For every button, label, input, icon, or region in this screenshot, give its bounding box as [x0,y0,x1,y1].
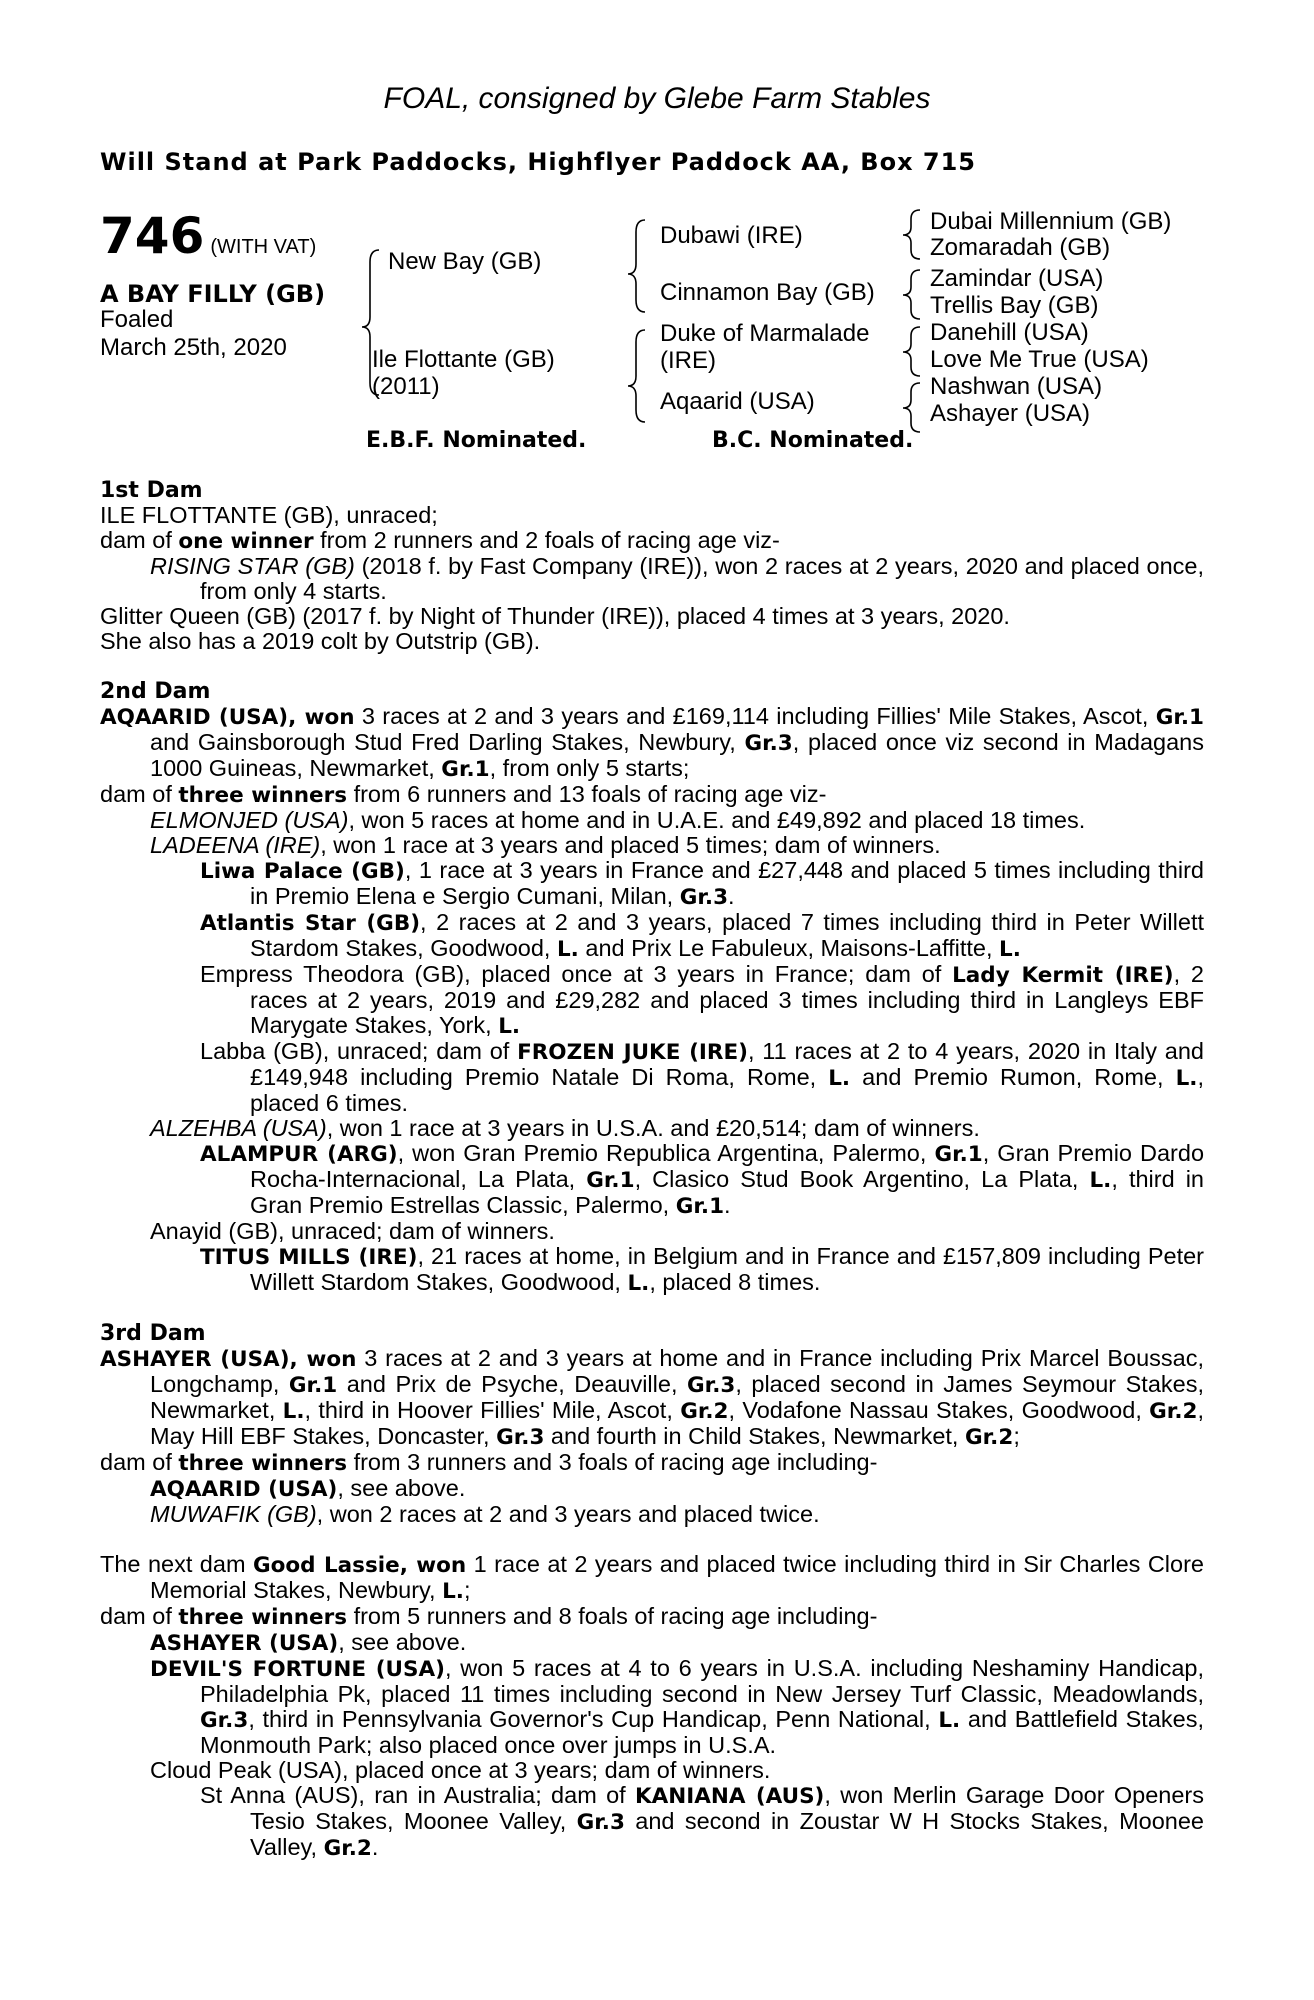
third-dam-heading: 3rd Dam [100,1321,206,1346]
second-dam-record: AQAARID (USA), won 3 races at 2 and 3 years and £169,114 including Fillies' Mile Stakes, Ascot, Gr.1 and Gainsborough Stud Fred Darling Stakes, Newbury, Gr.3, placed once viz second in Madagans 1000 Guineas, Newmarket, Gr.1, from only 5 starts; [100,703,1204,782]
ds-sire: Danehill (USA) [930,319,1089,346]
produce-titus-mills: TITUS MILLS (IRE), 21 races at home, in Belgium and in France and £157,809 including Peter Willett Stardom Stakes, Goodwood, L., placed 8 times. [200,1243,1205,1296]
dam-name: Ile Flottante (GB) [372,346,555,373]
dam-sire-name: Duke of Marmalade [660,320,870,347]
produce-record [100,478,1204,1861]
vat-note: (WITH VAT) [210,236,317,258]
first-dam-intro: ILE FLOTTANTE (GB), unraced; [100,502,438,528]
bc-nominated: B.C. Nominated. [712,428,914,453]
produce-glitter-queen: Glitter Queen (GB) (2017 f. by Night of Thunder (IRE)), placed 4 times at 3 years, 2020. [100,603,1010,629]
produce-st-anna: St Anna (AUS), ran in Australia; dam of KANIANA (AUS), won Merlin Garage Door Openers Tesio Stakes, Moonee Valley, Gr.3 and second in Zoustar W H Stocks Stakes, Moonee Valley, Gr.2. [200,1782,1204,1861]
lot-number-value: 746 [100,207,205,265]
dam-year: (2011) [372,373,440,400]
dam-dam: Aqaarid (USA) [660,388,815,415]
consignment-line: FOAL, consigned by Glebe Farm Stables [383,82,931,115]
produce-ladeena: LADEENA (IRE), won 1 race at 3 years and placed 5 times; dam of winners. [150,832,941,858]
produce-atlantis-star: Atlantis Star (GB), 2 races at 2 and 3 years, placed 7 times including third in Peter Willett Stardom Stakes, Goodwood, L. and Prix Le Fabuleux, Maisons-Laffitte, L. [200,909,1204,962]
produce-alzehba: ALZEHBA (USA), won 1 race at 3 years in U.S.A. and £20,514; dam of winners. [150,1115,980,1141]
next-dam-record: The next dam Good Lassie, won 1 race at 2 years and placed twice including third in Sir Charles Clore Memorial Stakes, Newbury, L.; [100,1551,1204,1604]
first-dam-dam-of: dam of one winner from 2 runners and 2 foals of racing age viz- [100,527,780,554]
second-dam-dam-of: dam of three winners from 6 runners and 13 foals of racing age viz- [100,781,827,808]
third-dam-dam-of: dam of three winners from 3 runners and 3 foals of racing age including- [100,1449,878,1476]
ebf-nominated: E.B.F. Nominated. [366,428,587,453]
dd-dam: Ashayer (USA) [930,400,1091,427]
produce-empress-theodora: Empress Theodora (GB), placed once at 3 years in France; dam of Lady Kermit (IRE), 2 races at 2 years, 2019 and £29,282 and placed 3 times including third in Langleys EBF Marygate Stakes, York, L. [200,961,1204,1039]
dd-sire: Nashwan (USA) [930,373,1103,400]
third-dam-record: ASHAYER (USA), won 3 races at 2 and 3 years at home and in France including Prix Marcel Boussac, Longchamp, Gr.1 and Prix de Psyche, Deauville, Gr.3, placed second in James Seymour Stakes, Newmarket, L., third in Hoover Fillies' Mile, Ascot, Gr.2, Vodafone Nassau Stakes, Goodwood, Gr.2, May Hill EBF Stakes, Doncaster, Gr.3 and fourth in Child Stakes, Newmarket, Gr.2; [100,1345,1204,1450]
produce-rising-star: RISING STAR (GB) (2018 f. by Fast Company (IRE)), won 2 races at 2 years, 2020 and placed once, from only 4 starts. [150,553,1205,604]
dam-sire-suffix: (IRE) [660,347,716,374]
produce-cloud-peak: Cloud Peak (USA), placed once at 3 years; dam of winners. [150,1757,771,1783]
produce-muwafik: MUWAFIK (GB), won 2 races at 2 and 3 years and placed twice. [150,1501,820,1527]
first-dam-heading: 1st Dam [100,478,203,503]
lot-name: A BAY FILLY (GB) [100,280,326,308]
ss-dam: Zomaradah (GB) [930,234,1111,261]
ss-sire: Dubai Millennium (GB) [930,208,1172,235]
produce-elmonjed: ELMONJED (USA), won 5 races at home and in U.A.E. and £49,892 and placed 18 times. [150,807,1086,833]
produce-liwa-palace: Liwa Palace (GB), 1 race at 3 years in France and £27,448 and placed 5 times including third in Premio Elena e Sergio Cumani, Milan, Gr.3. [200,857,1204,910]
sire: New Bay (GB) [388,248,542,275]
second-dam-heading: 2nd Dam [100,679,211,704]
produce-devils-fortune: DEVIL'S FORTUNE (USA), won 5 races at 4 to 6 years in U.S.A. including Neshaminy Handicap, Philadelphia Pk, placed 11 times including second in New Jersey Turf Classic, Meadowlands, Gr.3, third in Pennsylvania Governor's Cup Handicap, Penn National, L. and Battlefield Stakes, Monmouth Park; also placed once over jumps in U.S.A. [150,1655,1205,1758]
foaled-date: March 25th, 2020 [100,334,287,361]
ds-dam: Love Me True (USA) [930,346,1149,373]
next-dam-dam-of: dam of three winners from 5 runners and 8 foals of racing age including- [100,1603,878,1630]
stand-info: Will Stand at Park Paddocks, Highflyer Paddock AA, Box 715 [100,148,977,176]
sd-sire: Zamindar (USA) [930,265,1104,292]
produce-ashayer: ASHAYER (USA), see above. [150,1629,467,1656]
produce-alampur: ALAMPUR (ARG), won Gran Premio Republica Argentina, Palermo, Gr.1, Gran Premio Dardo Rocha-Internacional, La Plata, Gr.1, Clasico Stud Book Argentino, La Plata, L., third in Gran Premio Estrellas Classic, Palermo, Gr.1. [200,1140,1205,1219]
produce-anayid: Anayid (GB), unraced; dam of winners. [150,1218,555,1244]
produce-2019-colt: She also has a 2019 colt by Outstrip (GB). [100,628,541,654]
sire-dam: Cinnamon Bay (GB) [660,279,875,306]
sd-dam: Trellis Bay (GB) [930,292,1099,319]
produce-labba: Labba (GB), unraced; dam of FROZEN JUKE (IRE), 11 races at 2 to 4 years, 2020 in Italy and £149,948 including Premio Natale Di Roma, Rome, L. and Premio Rumon, Rome, L., placed 6 times. [200,1038,1204,1116]
dam [372,346,555,400]
foaled-label: Foaled [100,306,174,333]
produce-aqaarid: AQAARID (USA), see above. [150,1475,466,1502]
dam-sire [660,320,869,374]
sire-sire: Dubawi (IRE) [660,222,803,249]
